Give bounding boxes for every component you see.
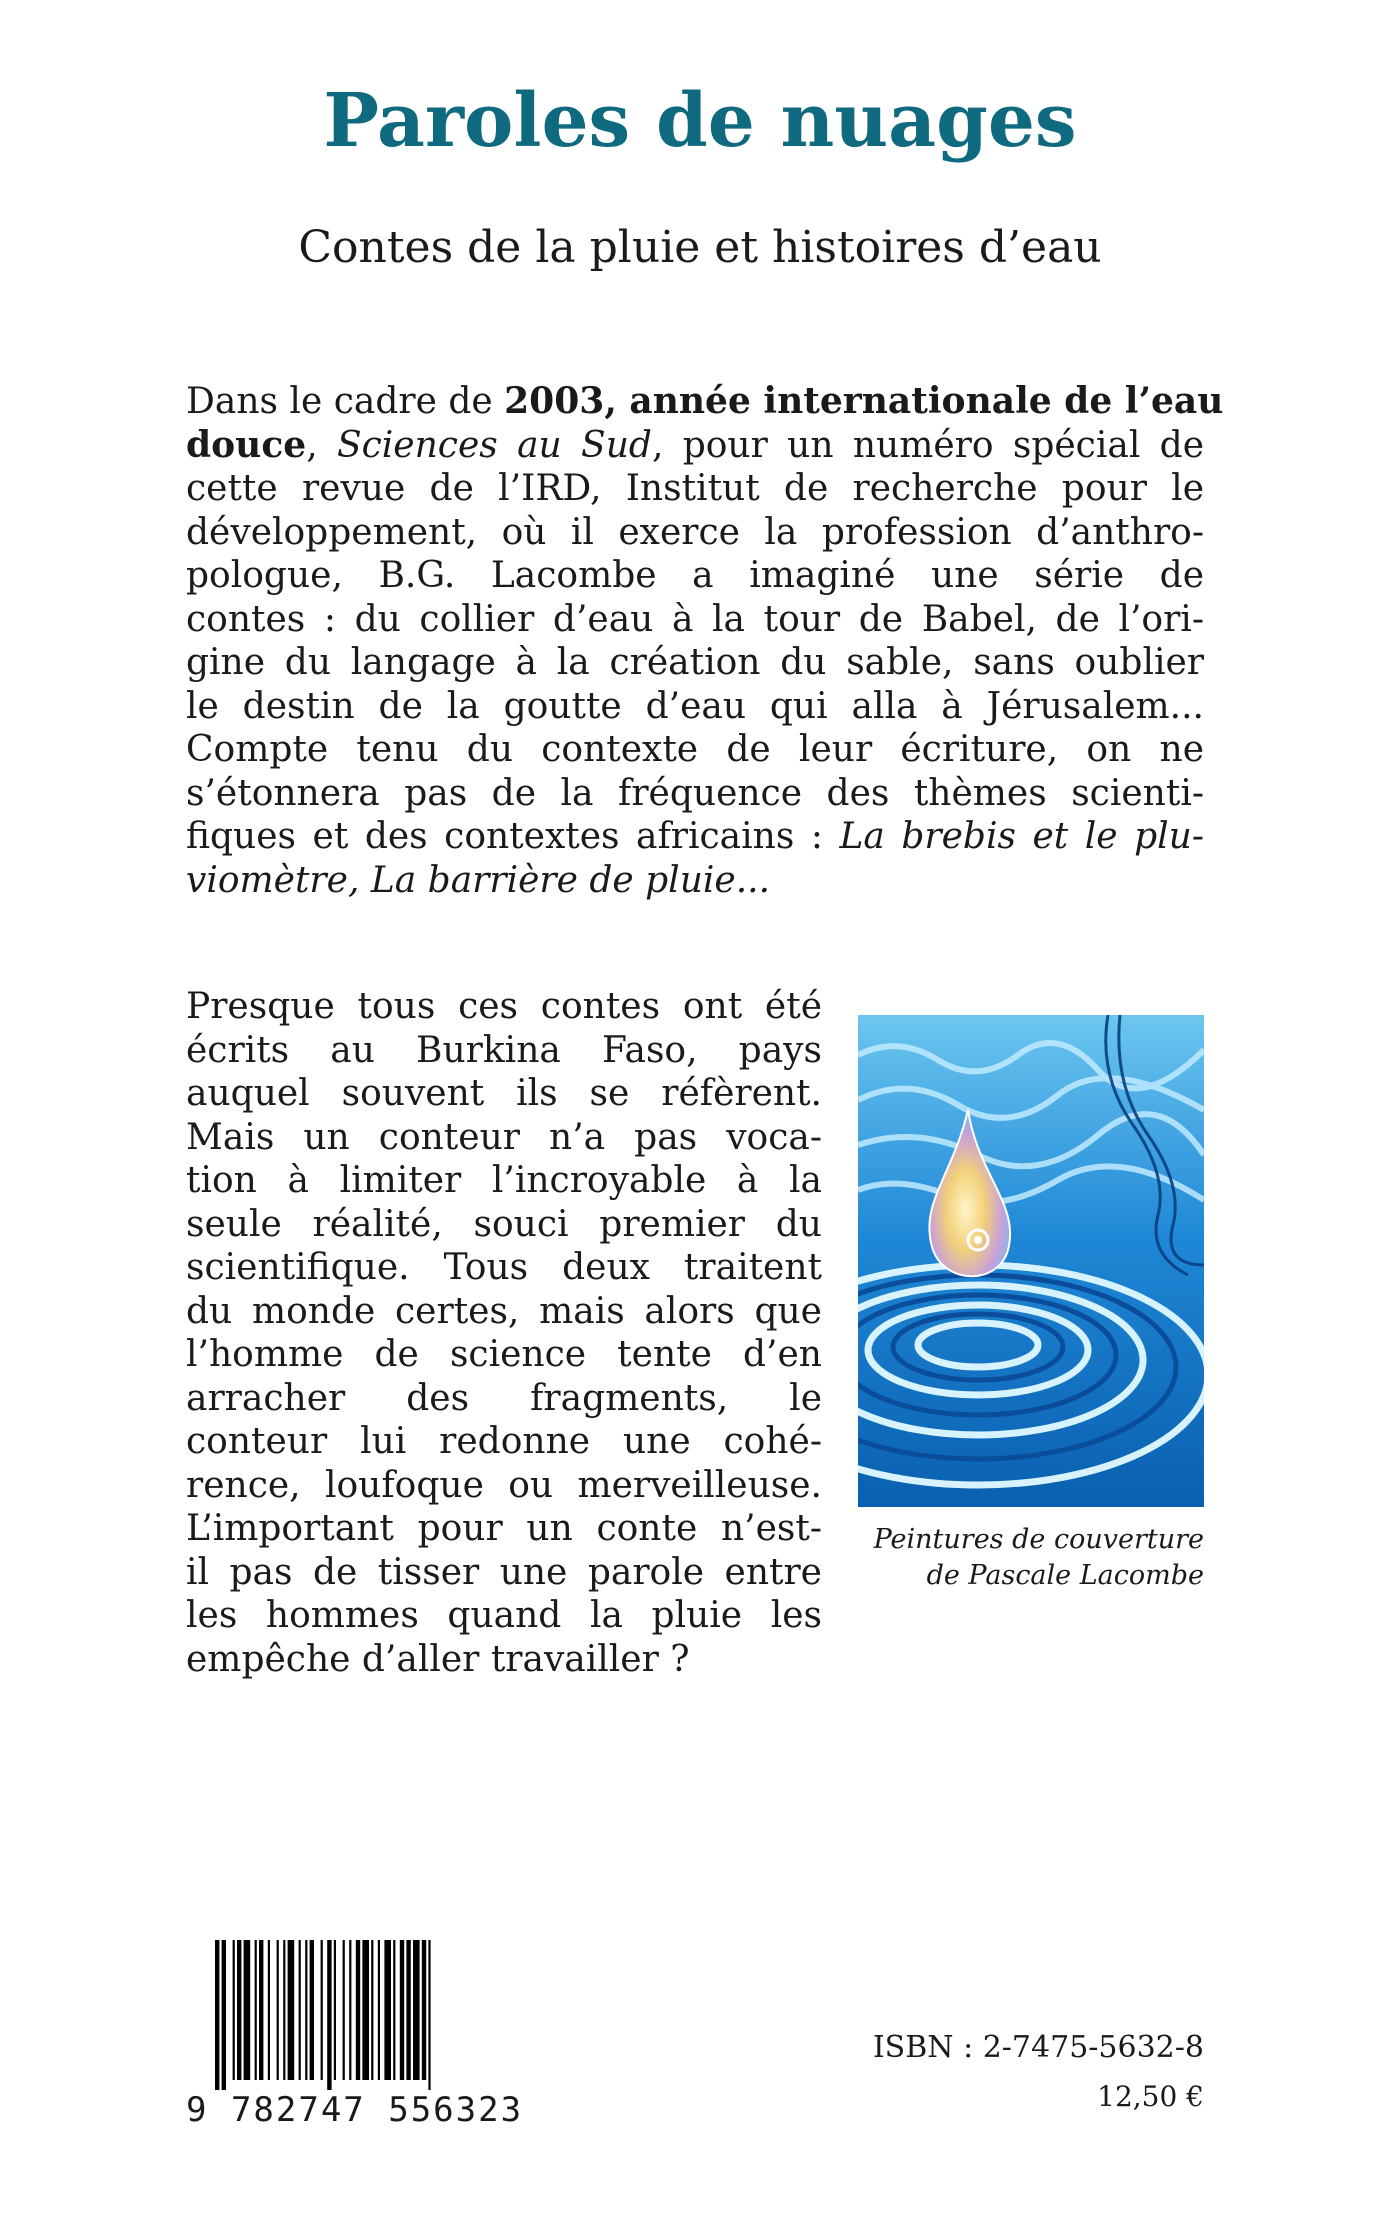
barcode-bar: [406, 1940, 410, 2080]
paragraph2-line: Mais un conteur n’a pas voca-: [186, 1116, 822, 1158]
text-run: ,: [306, 424, 337, 466]
water-drop-illustration: [858, 1015, 1204, 1507]
paragraph1-line: [186, 380, 1224, 424]
text-run: développement, où il exerce la profession d’anthro-: [186, 511, 1204, 553]
book-subtitle: Contes de la pluie et histoires d’eau: [298, 222, 1102, 273]
paragraph2-line: L’important pour un conte n’est-: [186, 1508, 822, 1549]
text-run: le destin de la goutte d’eau qui alla à Jérusalem...: [186, 685, 1204, 727]
text-run: , pour un numéro spécial de: [651, 424, 1205, 466]
paragraph1-line: [186, 554, 1204, 598]
barcode: [215, 1940, 575, 2090]
text-run: douce: [186, 423, 307, 466]
barcode-bar: [334, 1940, 336, 2080]
text-run: Sciences au Sud: [336, 424, 652, 466]
text-run: contes : du collier d’eau à la tour de Babel, de l’ori-: [186, 598, 1204, 640]
barcode-bar: [428, 1940, 430, 2090]
paragraph2-line: scientifique. Tous deux traitent: [186, 1247, 822, 1288]
text-run: viomètre, La barrière de pluie...: [186, 859, 771, 901]
barcode-bar: [362, 1940, 369, 2080]
text-run: cette revue de l’IRD, Institut de recherche pour le: [186, 468, 1204, 509]
paragraph2-line: empêche d’aller travailler ?: [186, 1638, 690, 1680]
paragraph1-line: [186, 815, 1204, 859]
cover-painting-water-drop: [858, 1015, 1204, 1507]
paragraph1-line: [186, 467, 1204, 511]
barcode-bar: [244, 1940, 251, 2080]
paragraph2-line: du monde certes, mais alors que: [186, 1290, 822, 1332]
paragraph2-line: rence, loufoque ou merveilleuse.: [186, 1464, 822, 1506]
barcode-bar: [393, 1940, 395, 2080]
barcode-bar: [277, 1940, 279, 2080]
paragraph1-line: [186, 685, 1204, 729]
text-run: s’étonnera pas de la fréquence des thèmes scienti-: [186, 772, 1204, 814]
barcode-bar: [222, 1940, 226, 2090]
caption-line-1: Peintures de couverture: [873, 1524, 1204, 1555]
book-title: Paroles de nuages: [323, 78, 1077, 164]
paragraph2-line: écrits au Burkina Faso, pays: [186, 1029, 822, 1071]
barcode-bar: [384, 1940, 391, 2080]
paragraph1-line: [186, 641, 1204, 685]
paragraph2-line: seule réalité, souci premier du: [186, 1203, 822, 1245]
text-run: Compte tenu du contexte de leur écriture, on ne: [186, 729, 1204, 770]
barcode-bar: [422, 1940, 426, 2080]
barcode-bar: [378, 1940, 380, 2080]
text-run: pologue, B.G. Lacombe a imaginé une série de: [186, 555, 1204, 596]
barcode-bar: [327, 1940, 331, 2090]
barcode-digits: 9 782747 556323: [186, 2090, 524, 2130]
barcode-bar: [321, 1940, 323, 2080]
painting-caption: [846, 1522, 1204, 1594]
barcode-bar: [305, 1940, 307, 2080]
paragraph1-line: [186, 424, 1204, 468]
paragraph1-line: [186, 511, 1204, 555]
paragraph1-line: [186, 859, 1204, 903]
paragraph2-line: arracher des fragments, le: [186, 1377, 822, 1419]
barcode-bar: [288, 1940, 295, 2080]
paragraph2-line: les hommes quand la pluie les: [186, 1595, 822, 1636]
text-run: 2003, année internationale de l’eau: [504, 380, 1224, 422]
barcode-bar: [259, 1940, 263, 2080]
blurb-paragraph-1: [186, 380, 1224, 902]
paragraph2-line: auquel souvent ils se réfèrent.: [186, 1073, 822, 1114]
paragraph2-line: l’homme de science tente d’en: [186, 1334, 822, 1375]
barcode-bar: [400, 1940, 404, 2080]
barcode-bar: [310, 1940, 314, 2080]
text-run: La brebis et le plu-: [839, 816, 1204, 857]
paragraph1-line: [186, 728, 1204, 772]
barcode-bar: [283, 1940, 285, 2080]
text-run: gine du langage à la création du sable, sans oublier: [186, 642, 1204, 683]
barcode-bar: [299, 1940, 301, 2080]
paragraph1-line: [186, 772, 1204, 816]
barcode-bar: [233, 1940, 235, 2080]
price: 12,50 €: [1097, 2080, 1204, 2113]
text-run: Dans le cadre de: [186, 381, 505, 422]
barcode-bar: [268, 1940, 270, 2080]
barcode-bar: [413, 1940, 420, 2080]
paragraph1-line: [186, 598, 1204, 642]
paragraph2-line: conteur lui redonne une cohé-: [186, 1421, 822, 1462]
barcode-bar: [255, 1940, 257, 2080]
barcode-bar: [371, 1940, 373, 2080]
barcode-bar: [215, 1940, 219, 2090]
barcode-bar: [237, 1940, 241, 2080]
paragraph2-line: il pas de tisser une parole entre: [186, 1551, 822, 1593]
text-run: fiques et des contextes africains :: [186, 816, 840, 857]
blurb-paragraph-2: [186, 985, 822, 1681]
barcode-bar: [349, 1940, 351, 2080]
isbn-number: ISBN : 2-7475-5632-8: [872, 2030, 1204, 2065]
caption-line-2: de Pascale Lacombe: [926, 1560, 1204, 1591]
paragraph2-line: Presque tous ces contes ont été: [186, 986, 822, 1027]
barcode-bar: [356, 1940, 360, 2080]
paragraph2-line: tion à limiter l’incroyable à la: [186, 1160, 822, 1201]
barcode-bar: [343, 1940, 345, 2080]
